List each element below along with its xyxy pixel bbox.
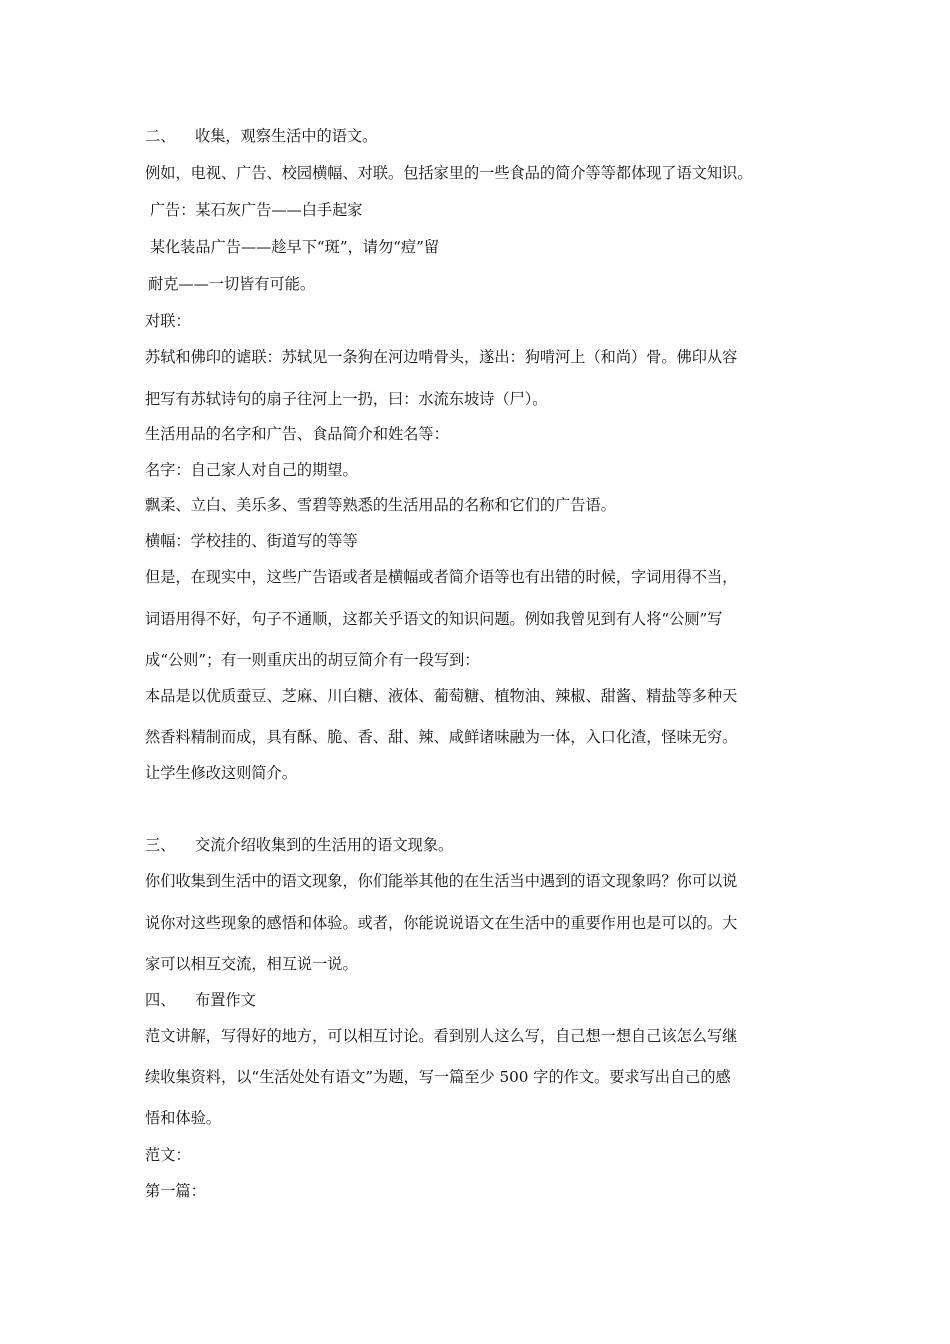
sample-label: 范文： <box>145 1146 191 1164</box>
names-text: 名字：自己家人对自己的期望。 <box>145 461 358 479</box>
section-2-heading <box>145 126 377 146</box>
section-3-line-1: 你们收集到生活中的语文现象，你们能举其他的在生活当中遇到的语文现象吗？你可以说 <box>145 872 738 890</box>
section-4-line-3: 悟和体验。 <box>145 1109 221 1127</box>
items-label: 生活用品的名字和广告、食品简介和姓名等： <box>145 425 449 443</box>
couplet-label: 对联： <box>145 312 191 330</box>
first-essay-label: 第一篇： <box>145 1182 206 1200</box>
section-2-number: 二、 <box>145 127 176 145</box>
ad-example-3: 耐克——一切皆有可能。 <box>148 275 316 293</box>
section-3-line-2: 说你对这些现象的感悟和体验。或者，你能说说语文在生活中的重要作用也是可以的。大 <box>145 914 738 932</box>
product-desc-line-1: 本品是以优质蚕豆、芝麻、川白糖、液体、葡萄糖、植物油、辣椒、甜酱、精盐等多种天 <box>145 687 738 705</box>
banners-text: 横幅：学校挂的、街道写的等等 <box>145 532 358 550</box>
products-text: 飘柔、立白、美乐多、雪碧等熟悉的生活用品的名称和它们的广告语。 <box>145 496 616 514</box>
section-2-title: 收集，观察生活中的语文。 <box>195 127 378 145</box>
section-4-number: 四、 <box>145 991 176 1009</box>
issue-line-1: 但是，在现实中，这些广告语或者是横幅或者简介语等也有出错的时候，字词用得不当， <box>145 568 738 586</box>
task-text: 让学生修改这则简介。 <box>145 764 297 782</box>
couplet-line-1: 苏轼和佛印的谑联：苏轼见一条狗在河边啃骨头，遂出：狗啃河上（和尚）骨。佛印从容 <box>145 348 738 366</box>
issue-line-2: 词语用得不好，句子不通顺，这都关乎语文的知识问题。例如我曾见到有人将“公厕”写 <box>145 610 723 628</box>
section-3-number: 三、 <box>145 836 176 854</box>
section-4-line-2: 续收集资料，以“生活处处有语文”为题，写一篇至少 500 字的作文。要求写出自己的感 <box>145 1068 731 1086</box>
section-4-line-1: 范文讲解，写得好的地方，可以相互讨论。看到别人这么写，自己想一想自己该怎么写继 <box>145 1027 738 1045</box>
section-2-intro: 例如，电视、广告、校园横幅、对联。包括家里的一些食品的简介等等都体现了语文知识。 <box>145 164 753 182</box>
issue-line-3: 成“公则”；有一则重庆出的胡豆简介有一段写到： <box>145 651 480 669</box>
section-3-heading <box>145 835 453 855</box>
product-desc-line-2: 然香料精制而成，具有酥、脆、香、甜、辣、咸鲜诸味融为一体，入口化渣，怪味无穷。 <box>145 728 738 746</box>
section-3-title: 交流介绍收集到的生活用的语文现象。 <box>195 836 454 854</box>
ad-example-1: 广告：某石灰广告——白手起家 <box>145 201 363 219</box>
couplet-line-2: 把写有苏轼诗句的扇子往河上一扔，曰：水流东坡诗（尸）。 <box>145 390 548 408</box>
section-4-title: 布置作文 <box>195 991 256 1009</box>
section-3-line-3: 家可以相互交流，相互说一说。 <box>145 955 358 973</box>
section-4-heading <box>145 990 256 1010</box>
ad-example-2: 某化装品广告——趁早下“斑”，请勿“痘”留 <box>145 238 440 256</box>
